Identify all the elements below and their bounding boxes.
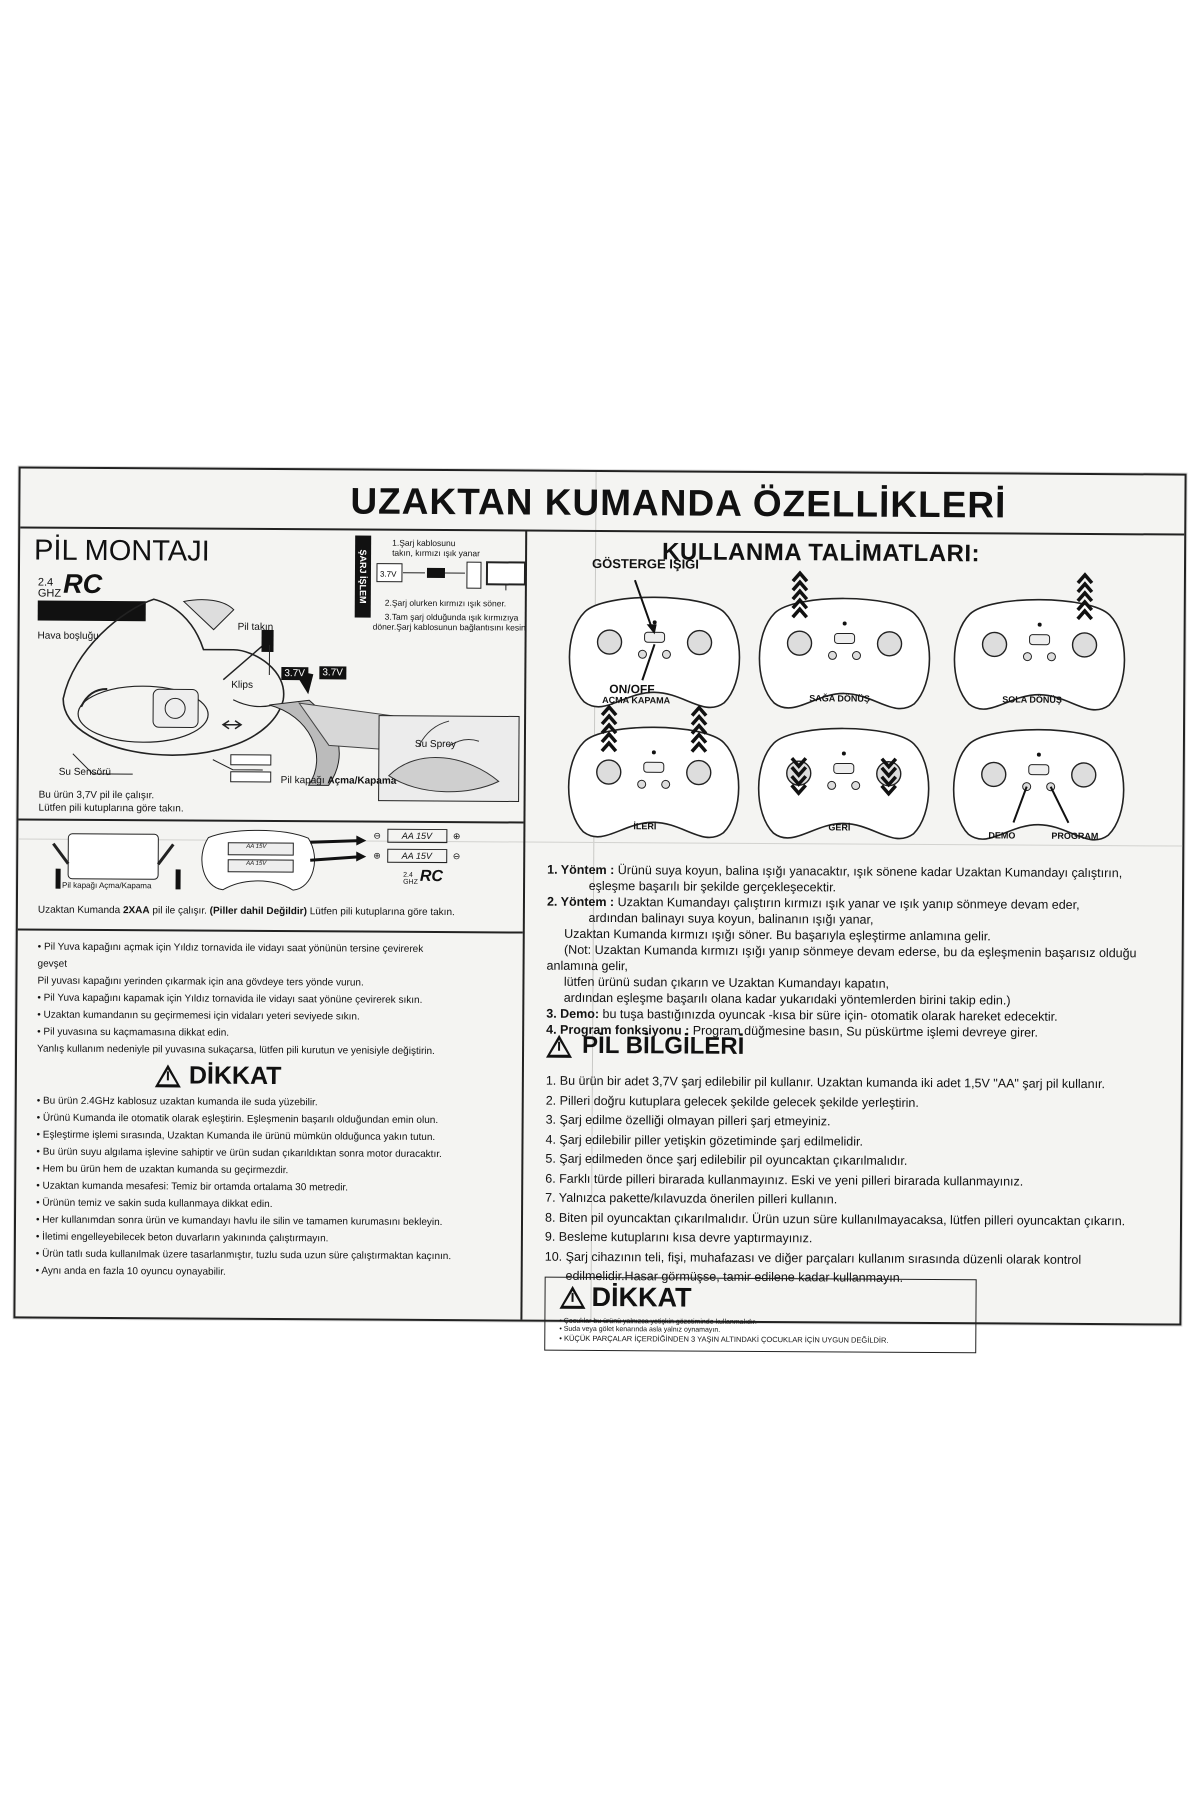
dikkat-right-box (544, 1277, 976, 1354)
list-item: Pil yuvası kapağını yerinden çıkarmak için ana gövdeye ters yönde vurun. (37, 975, 364, 989)
remote-battery-note: Uzaktan Kumanda 2XAA pil ile çalışır. (Piller dahil Değildir) Lütfen pili kutuplarına göre takın. (37, 904, 455, 919)
left-bullets-section (15, 928, 523, 1388)
list-item: 8. Biten pil oyuncaktan çıkarılmalıdır. Ürün uzun süre kullanılmayacaksa, lütfen pilleri oyuncaktan çıkarın. (544, 1210, 1126, 1228)
list-item: eşleşme başarılı bir şekilde gerçekleşecektir. (547, 878, 837, 895)
list-item: 1. Bu ürün bir adet 3,7V şarj edilebilir pil kullanır. Uzaktan kumanda iki adet 1,5V "AA" şarj pil kullanır. (545, 1073, 1106, 1092)
plus-icon: ⊕ (452, 830, 461, 841)
list-item: • Ürünün temiz ve sakin suda kullanmaya dikkat edin. (36, 1197, 273, 1211)
list-item: 1. Yöntem : Ürünü suya koyun, balina ışığı yanacaktır, ışık sönene kadar Uzaktan Kumandayı çalıştırın, (547, 862, 1123, 881)
left-column (15, 528, 527, 1319)
battery-label-2: AA 15V (387, 849, 447, 863)
plus-icon: ⊕ (373, 850, 381, 861)
list-item: • İletimi engelleyebilecek beton duvarların yakınında çalıştırmayın. (35, 1231, 329, 1245)
svg-text:3.7V: 3.7V (379, 569, 397, 579)
remote-battery-cover-label: Pil kapağı Açma/Kapama (62, 880, 152, 891)
sarj-step3b: döner.Şarj kablosunun bağlantısını kesin (372, 621, 526, 633)
warning-icon (155, 1064, 181, 1087)
list-item: • Bu ürün suyu algılama işlevine sahiptir ve ürün sudan çıkarıldıktan sonra motor duracaktır. (36, 1146, 442, 1161)
sarj-islem-tab: ŞARJ İŞLEM (355, 535, 372, 617)
minus-icon: ⊖ (452, 850, 461, 861)
list-item: • Uzaktan kumandanın su geçirmemesi için vidaları yeteri seviyede sıkın. (37, 1009, 360, 1023)
pil-kapagi-acma-kapama-label: Pil kapağı Açma/Kapama (280, 775, 397, 787)
acma-kapama-label: AÇMA KAPAMA (602, 695, 671, 706)
sec1-note: Bu ürün 3,7V pil ile çalışır. Lütfen pili kutuplarına göre takın. (38, 789, 184, 815)
battery-row-2 (373, 849, 460, 864)
list-item: • Her kullanımdan sonra ürün ve kumandayı havlu ile silin ve tamamen kurumasını bekleyin. (35, 1214, 443, 1229)
list-item: anlamına gelir, (546, 958, 628, 974)
list-item: 4. Program fonksiyonu : Program düğmesine basın, Su püskürtme işlemi devreye girer. (546, 1022, 1039, 1040)
brand-rc: RC (63, 568, 103, 599)
list-item: edilmelidir.Hasar görmüşse, tamir edilene kadar kullanmayın. (544, 1268, 904, 1285)
sarj-islem-box (354, 535, 538, 681)
warning-icon (559, 1286, 585, 1309)
battery-voltage-label: 3.7V (281, 667, 308, 680)
demo-label: DEMO (988, 830, 1016, 841)
charger-devices-icon (375, 560, 535, 596)
instruction-sheet (13, 466, 1186, 1345)
list-item: (Not: Uzaktan Kumanda kırmızı ışığı yanıp sönmeye devam ederse, bu da eşleşmenin başarısız olduğu (546, 942, 1137, 961)
pil-montaji-heading: PİL MONTAJI (34, 534, 210, 568)
controller-diagrams (523, 552, 1185, 866)
list-item: 2. Yöntem : Uzaktan Kumandayı çalıştırın kırmızı ışık yanar ve ışık yanıp sönmeye devam eder, (546, 894, 1080, 912)
dikkat-left-heading: DİKKAT (155, 1064, 512, 1089)
list-item: ardından balinayı suya koyun, balinanın ışığı yanar, (546, 910, 874, 927)
list-item: 7. Yalnızca pakette/kılavuzda önerilen pilleri kullanın. (545, 1190, 838, 1207)
list-item: lütfen ürünü sudan çıkarın ve Uzaktan Kumandayı kapatın, (546, 974, 890, 991)
klips-label: Klips (231, 679, 254, 691)
battery-row-1 (373, 829, 460, 844)
main-title: UZAKTAN KUMANDA ÖZELLİKLERİ (350, 480, 1007, 526)
sarj-step3a: 3.Tam şarj olduğunda ışık kırmızıya (384, 611, 519, 623)
list-item: 4. Şarj edilebilir piller yetişkin gözetiminde şarj edilmelidir. (545, 1132, 864, 1149)
remote-brand-logo: 2.4 GHZ RC (403, 867, 444, 886)
remote-battery-section (18, 818, 524, 928)
list-item: • Ürünü Kumanda ile otomatik olarak eşleştirin. Eşleşmenin başarılı olduğundan emin olun. (36, 1112, 439, 1127)
dikkat-right-line3: • KÜÇÜK PARÇALAR İÇERDİĞİNDEN 3 YAŞIN ALTINDAKİ ÇOCUKLAR İÇİN UYGUN DEĞİLDİR. (559, 1333, 889, 1345)
list-item: 9. Besleme kutuplarını kısa devre yaptırmayınız. (544, 1229, 813, 1246)
dikkat-right-heading: DİKKAT (559, 1282, 691, 1314)
ileri-label: İLERİ (633, 821, 657, 832)
list-item: • Uzaktan kumanda mesafesi: Temiz bir ortamda ortalama 30 metredir. (36, 1180, 349, 1194)
saga-donus-label: SAĞA DÖNÜŞ (809, 693, 870, 704)
right-column (520, 532, 1184, 1345)
remote-cell-2: AA 15V (246, 860, 267, 867)
list-item: 3. Demo: bu tuşa bastığınızda oyuncak -kısa bir süre için- otomatik olarak hareket edecektir. (546, 1006, 1058, 1024)
list-item: 10. Şarj cihazının teli, fişi, muhafazası ve diğer parçaları kullanım sırasında düzenli olarak kontrol (544, 1249, 1082, 1267)
geri-label: GERİ (828, 822, 851, 833)
program-label: PROGRAM (1051, 830, 1099, 842)
list-item: • Hem bu ürün hem de uzaktan kumanda su geçirmezdir. (36, 1163, 289, 1177)
list-item: gevşet (37, 958, 68, 970)
dikkat-right-line2: • Suda veya gölet kenarında asla yalnız oynamayın. (559, 1325, 721, 1334)
list-item: • Eşleştirme işlemi sırasında, Uzaktan Kumanda ile ürünü mümkün olduğunca yakın tutun. (36, 1129, 436, 1143)
list-item: Uzaktan Kumanda kırmızı ışığı söner. Bu başarıyla eşleştirme anlamına gelir. (546, 926, 991, 944)
list-item: 3. Şarj edilme özelliği olmayan pilleri şarj etmeyiniz. (545, 1112, 831, 1129)
hava-boslugu-label: Hava boşluğu (37, 630, 99, 642)
list-item: • Aynı anda en fazla 10 oyuncu oynayabilir. (35, 1265, 226, 1278)
on-off-label: ON/OFF (609, 682, 655, 697)
dikkat-right-line1: • Çocuklar bu ürünü yalnızca yetişkin gözetiminde kullanmalıdır. (559, 1317, 757, 1326)
sarj-step2: 2.Şarj olurken kırmızı ışık söner. (384, 597, 507, 609)
remote-cell-1: AA 15V (246, 843, 267, 850)
brand-ghz: 2.4 GHZ (37, 576, 62, 600)
battery-label-1: AA 15V (387, 829, 447, 843)
list-item: 5. Şarj edilmeden önce şarj edilebilir pil oyuncaktan çıkarılmalıdır. (545, 1151, 908, 1168)
battery-pack-icon (229, 750, 279, 790)
list-item: • Pil yuvasına su kaçmamasına dikkat edin. (37, 1026, 230, 1039)
su-sprey-label: Su Sprey (414, 738, 457, 751)
list-item: ardından eşleşme başarılı olana kadar yukarıdaki yöntemlerden birini takip edin.) (546, 990, 1011, 1008)
warning-icon (546, 1034, 572, 1057)
sarj-step1a: 1.Şarj kablosunu (392, 537, 456, 549)
pil-bilgileri-list (545, 1072, 1176, 1290)
list-item: Yanlış kullanım nedeniyle pil yuvasına sukaçarsa, lütfen pili kurutun ve yenisiyle değiştirin. (37, 1043, 435, 1057)
list-item: • Ürün tatlı suda kullanılmak üzere tasarlanmıştır, tuzlu suda uzun süre çalıştırmaktan kaçının. (35, 1248, 452, 1263)
kullanma-heading: KULLANMA TALİMATLARI: (662, 538, 981, 568)
whale-spray-art (269, 685, 525, 812)
list-item: 6. Farklı türde pilleri birarada kullanmayınız. Eski ve yeni pilleri birarada kullanmayınız. (545, 1171, 1024, 1189)
pil-bilgileri-heading: PİL BİLGİLERİ (546, 1032, 744, 1061)
usage-instructions (546, 862, 1177, 1042)
list-item: 2. Pilleri doğru kutuplara gelecek şekilde gelecek şekilde yerleştirin. (545, 1093, 919, 1110)
arrows-icon (308, 832, 368, 872)
sola-donus-label: SOLA DÖNÜŞ (1002, 694, 1062, 705)
list-item: • Bu ürün 2.4GHz kablosuz uzaktan kumanda ile suda yüzebilir. (36, 1095, 318, 1109)
gosterge-label: GÖSTERGE IŞIĞI (591, 555, 699, 572)
minus-icon: ⊖ (373, 830, 381, 841)
su-sensoru-label: Su Sensörü (58, 766, 112, 779)
battery-voltage-label-2: 3.7V (319, 666, 346, 679)
left-bullets (36, 939, 513, 1283)
list-item: • Pil Yuva kapağını kapamak için Yıldız tornavida ile vidayı saat yönüne çevirerek sıkın. (37, 992, 423, 1006)
list-item: • Pil Yuva kapağını açmak için Yıldız tornavida ile vidayı saat yönünün tersine çevirerek (37, 941, 424, 955)
pil-takin-label: Pil takın (237, 621, 274, 633)
sarj-step1b: takın, kırmızı ışık yanar (392, 547, 480, 559)
